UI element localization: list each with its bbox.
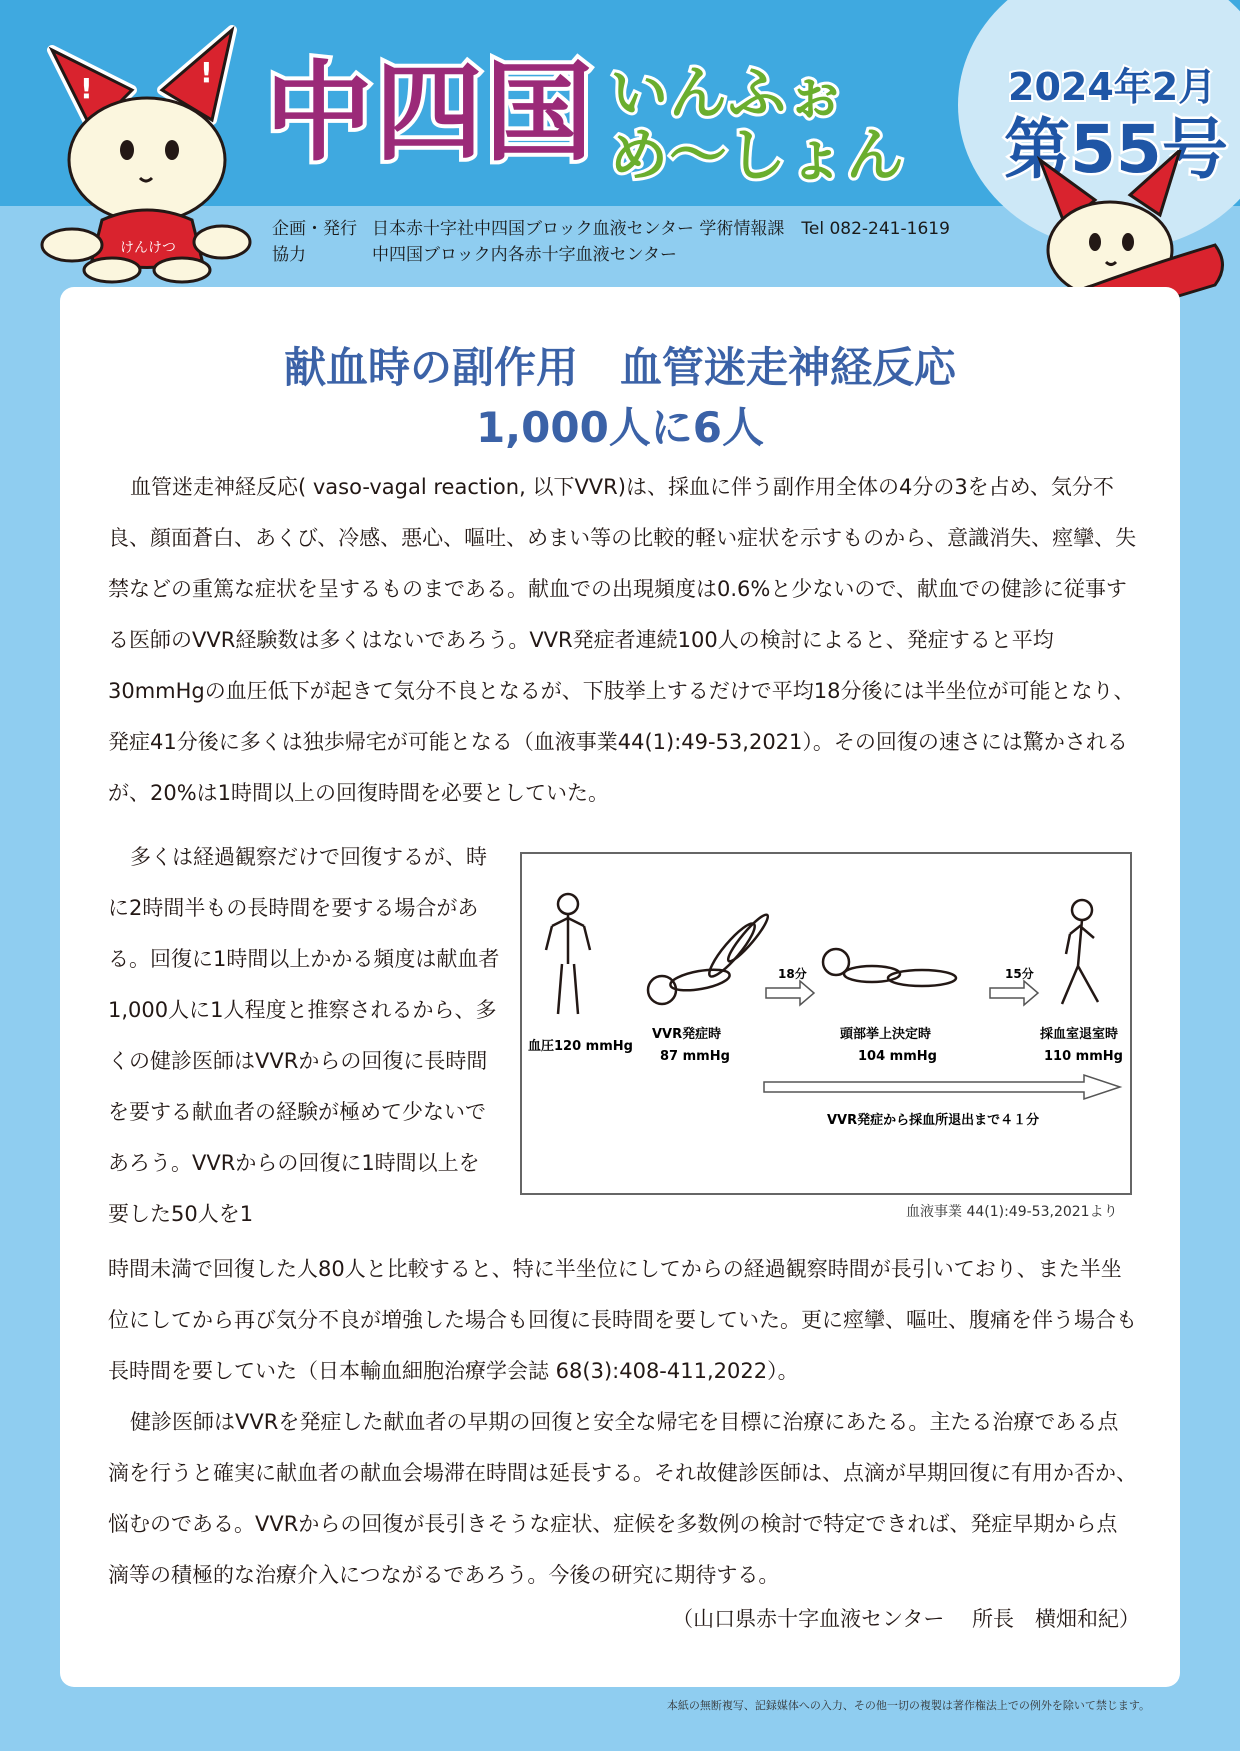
paragraph-2: 多くは経過観察だけで回復するが、時に2時間半もの長時間を要する場合がある。回復に1時間以上かかる頻度は献血者1,000人に1人程度と推察されるから、多くの健診医師はVVRからの回復に長時間を要する献血者の経験が極めて少ないであろう。VVRからの回復に1時間以上を要した50人を1: [108, 845, 500, 1226]
headline-line1: 献血時の副作用 血管迷走神経反応: [283, 343, 956, 392]
paragraph-1: 血管迷走神経反応( vaso-vagal reaction, 以下VVR)は、採血に伴う副作用全体の4分の3を占め、気分不良、顔面蒼白、あくび、冷感、悪心、嘔吐、めまい等の比較的軽い症状を示すものから、意識消失、痙攣、失禁などの重篤な症状を呈するものまである。献血での出現頻度は0.6%と少ないので、献血での健診に従事する医師のVVR経験数は多くはないであろう。VVR発症者連続100人の検討によると、発症すると平均30mmHgの血圧低下が起きて気分不良となるが、下肢挙上するだけで平均18分後には半坐位が可能となり、発症41分後に多くは独歩帰宅が可能となる（血液事業44(1):49-53,2021）。その回復の速さには驚かされるが、20%は1時間以上の回復時間を必要としていた。: [108, 475, 1137, 805]
arrow2-label: 15分: [1005, 967, 1034, 981]
arrow1-label: 18分: [778, 967, 807, 981]
stage3-value: 104 mmHg: [858, 1049, 937, 1064]
svg-text:!: !: [200, 56, 213, 89]
cooperation-label: 協力: [272, 245, 306, 265]
logo-subtitle-line2: め〜しょん: [610, 121, 906, 189]
issue-date: 2024年2月: [1008, 65, 1217, 109]
stage4-value: 110 mmHg: [1044, 1049, 1123, 1064]
walking-person-icon: [1062, 900, 1098, 1004]
logo-title: 中四国: [265, 51, 596, 176]
arrow1-icon: [766, 981, 814, 1005]
publisher-info: [272, 216, 950, 268]
stage4-label: 採血室退室時: [1040, 1027, 1119, 1042]
stage2-label: VVR発症時: [652, 1027, 722, 1042]
mascot-left-icon: [22, 20, 262, 288]
legs-raised-person-icon: [648, 911, 772, 1004]
article-headline: [60, 338, 1180, 458]
figure-caption: 血液事業 44(1):49-53,2021より: [906, 1204, 1118, 1220]
logo-subtitle-line1: いんふぉ: [610, 59, 847, 127]
standing-person-icon: [546, 894, 590, 1014]
stage3-label: 頭部挙上決定時: [840, 1027, 932, 1042]
publisher-value: 日本赤十字社中四国ブロック血液センター 学術情報課 Tel 082-241-1619: [372, 219, 950, 239]
publisher-label: 企画・発行: [272, 219, 357, 239]
signature: （山口県赤十字血液センター 所長 横畑和紀）: [672, 1607, 1140, 1631]
arrow2-icon: [990, 981, 1038, 1005]
cooperation-value: 中四国ブロック内各赤十字血液センター: [372, 245, 677, 265]
vvr-recovery-figure: [520, 852, 1132, 1195]
stage1-label: 血圧120 mmHg: [528, 1039, 633, 1054]
timeline-label: VVR発症から採血所退出まで４１分: [827, 1113, 1040, 1128]
svg-text:!: !: [80, 72, 93, 105]
mascot-badge-text: けんけつ: [120, 240, 176, 256]
issue-number: 第55号: [1004, 111, 1228, 188]
paragraph-4: 健診医師はVVRを発症した献血者の早期の回復と安全な帰宅を目標に治療にあたる。主たる治療である点滴を行うと確実に献血者の献血会場滞在時間は延長する。それ故健診医師は、点滴が早期回復に有用か否か、悩むのである。VVRからの回復が長引きそうな症状、症候を多数例の検討で特定できれば、発症早期から点滴等の積極的な治療介入につながるであろう。今後の研究に期待する。: [108, 1410, 1137, 1587]
vvr-figure-drawing: [522, 854, 1130, 1193]
logo-subtitle: [610, 59, 960, 189]
copyright-notice: 本紙の無断複写、記録媒体への入力、その他一切の複製は著作権法上での例外を除いて禁じます。: [666, 1699, 1150, 1712]
headline-line2: 1,000人に6人: [475, 403, 765, 452]
lying-person-icon: [823, 949, 956, 986]
stage2-value: 87 mmHg: [660, 1049, 730, 1064]
paragraph-3: 時間未満で回復した人80人と比較すると、特に半坐位にしてからの経過観察時間が長引いており、また半坐位にしてから再び気分不良が増強した場合も回復に長時間を要していた。更に痙攣、嘔吐、腹痛を伴う場合も長時間を要していた（日本輸血細胞治療学会誌 68(3):408-411,2022）。: [108, 1257, 1137, 1383]
timeline-arrow-icon: [764, 1075, 1120, 1099]
